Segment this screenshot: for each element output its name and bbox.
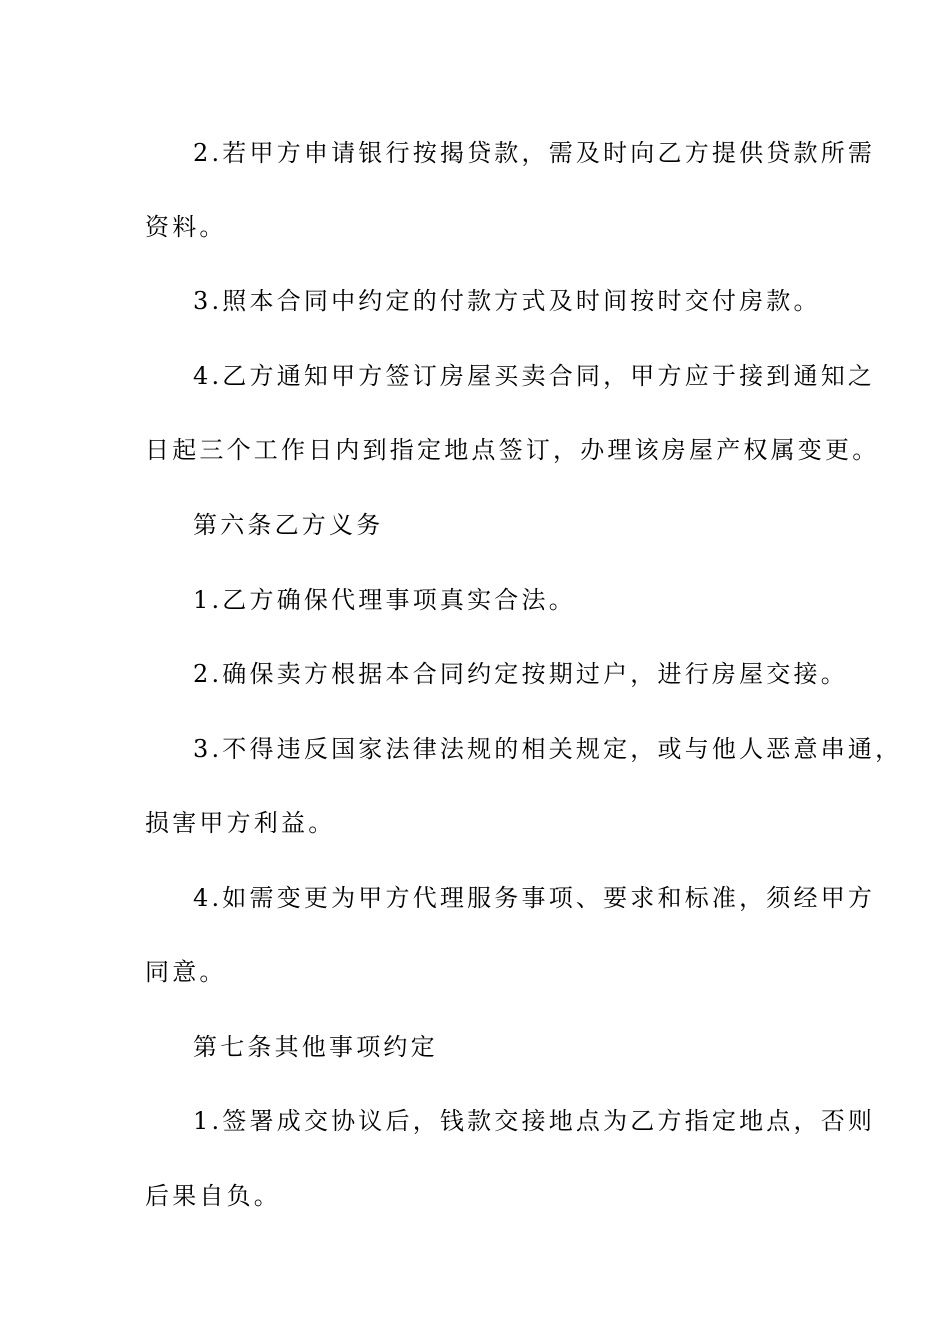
paragraph-line: 资料。 <box>145 213 227 241</box>
paragraph-line: 1.签署成交协议后，钱款交接地点为乙方指定地点，否则 <box>193 1107 876 1135</box>
paragraph-line: 同意。 <box>145 958 227 986</box>
paragraph-line: 2.若甲方申请银行按揭贷款，需及时向乙方提供贷款所需 <box>193 139 876 167</box>
paragraph-line: 4.乙方通知甲方签订房屋买卖合同，甲方应于接到通知之 <box>193 362 876 390</box>
paragraph-line: 2.确保卖方根据本合同约定按期过户，进行房屋交接。 <box>193 660 848 688</box>
paragraph-line: 日起三个工作日内到指定地点签订，办理该房屋产权属变更。 <box>145 436 880 464</box>
section-heading: 第六条乙方义务 <box>193 511 384 539</box>
paragraph-line: 后果自负。 <box>145 1182 281 1210</box>
paragraph-line: 3.不得违反国家法律法规的相关规定，或与他人恶意串通， <box>193 735 903 763</box>
paragraph-line: 损害甲方利益。 <box>145 809 336 837</box>
paragraph-line: 1.乙方确保代理事项真实合法。 <box>193 586 576 614</box>
section-heading: 第七条其他事项约定 <box>193 1033 438 1061</box>
paragraph-line: 3.照本合同中约定的付款方式及时间按时交付房款。 <box>193 287 821 315</box>
paragraph-line: 4.如需变更为甲方代理服务事项、要求和标准，须经甲方 <box>193 884 876 912</box>
